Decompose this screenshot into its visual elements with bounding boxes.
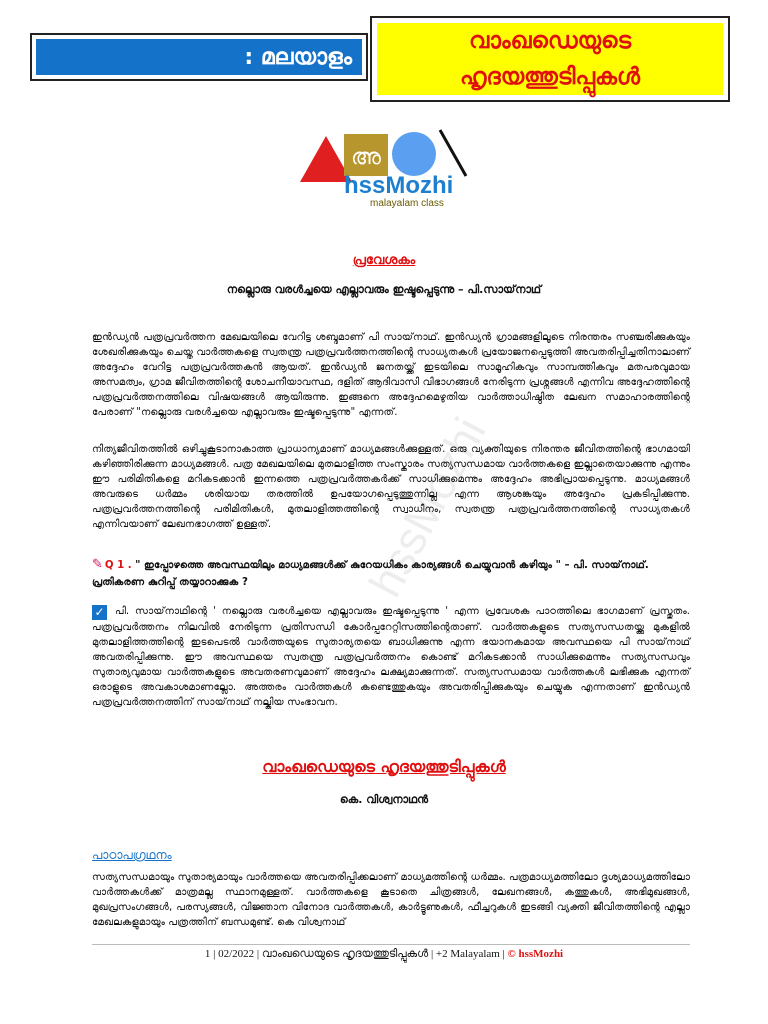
page-title — [377, 23, 723, 95]
footer-page: 1 | 02/2022 | — [204, 948, 260, 960]
footer-brand: © hssMozhi — [507, 948, 564, 960]
question-number: Q 1 . — [104, 560, 132, 571]
footer-divider — [92, 944, 690, 945]
lesson-paragraph: സത്യസന്ധമായും സുതാര്യമായും വാർത്തയെ അവതരിപ്പിക്കലാണ് മാധ്യമത്തിന്റെ ധർമ്മം. പത്രമാധ്യമത്തിലോ ദൃശ്യമാധ്യമത്തിലോ വാർത്തകൾക്ക് മാത്രമല്ല സ്ഥാനമുള്ളത്. വാർത്തകളെ കൂടാതെ ചിത്രങ്ങൾ, ലേഖനങ്ങൾ, കത്തുകൾ, അഭിമുഖങ്ങൾ, മുഖപ്രസംഗങ്ങൾ, പരസ്യങ്ങൾ, വിജ്ഞാന വിനോദ വാർത്തകൾ, കാർട്ടൂണുകൾ, ഫീച്ചറുകൾ ഇടങ്ങി വ്യക്തി ജീവിതത്തിന്റെ എല്ലാ മേഖലകളുമായും പത്രത്തിന് ബന്ധമുണ്ട്. കെ വിശ്വനാഥ് — [92, 872, 690, 928]
intro-heading: പ്രവേശകം — [352, 253, 416, 268]
question-block — [92, 556, 690, 591]
page-title-line2: ഹൃദയത്തുടിപ്പുകൾ — [459, 64, 641, 90]
title-box — [370, 16, 730, 102]
footer-title: വാംഖഡെയുടെ ഹൃദയത്തുടിപ്പുകൾ — [261, 948, 429, 960]
subject-box — [30, 33, 368, 81]
logo-glyph: അ — [351, 145, 381, 170]
page-title-line1: വാംഖഡെയുടെ — [469, 28, 631, 54]
footer — [0, 948, 768, 961]
watermark: hssMozhi — [358, 409, 496, 605]
intro-paragraph-1: ഇൻഡ്യൻ പത്രപ്രവർത്തന മേഖലയിലെ വേറിട്ട ശബ്ദമാണ് പി സായ്‌നാഥ്. ഇൻഡ്യൻ ഗ്രാമങ്ങളിലൂടെ നിരന്തരം സഞ്ചരിക്കുകയും ശേഖരിക്കുകയും ചെയ്ത വാർത്തകളെ സ്വതന്ത്ര പത്രപ്രവർത്തനത്തിന്റെ സാധ്യതകൾ പ്രയോജനപ്പെടുത്തി അവതരിപ്പിച്ചതിനാലാണ് അദ്ദേഹം വേറിട്ട പത്രപ്രവർത്തകൻ ആയത്. ഇൻഡ്യൻ ജനതയ്ക്ക് ഇടയിലെ സാമൂഹികവും സാമ്പത്തികവും മതപരവുമായ അസമത്വം, ഗ്രാമ ജീവിതത്തിന്റെ ശോചനീയാവസ്ഥ, ദളിത് ആദിവാസി വിഭാഗങ്ങൾ നേരിടുന്ന പ്രശ്നങ്ങൾ എന്നിവ അദ്ദേഹത്തിന്റെ പത്രപ്രവർത്തനത്തിലെ വിഷയങ്ങൾ ആയിരുന്നു. ഇങ്ങനെ അദ്ദേഹമെഴുതിയ വാർത്താധിഷ്ഠിത ലേഖന സമാഹാരത്തിന്റെ പേരാണ് "നല്ലൊരു വരൾച്ചയെ എല്ലാവരും ഇഷ്ടപ്പെടുന്നു" എന്നത്. — [92, 332, 690, 418]
section-heading-analysis: പാഠാപഗ്രഥനം — [92, 848, 172, 862]
question-icon: ✎ — [92, 557, 103, 572]
logo-name: hssMozhi — [344, 172, 454, 199]
logo-slash-icon — [440, 130, 466, 176]
question-text: " ഇപ്പോഴത്തെ അവസ്ഥയിലും മാധ്യമങ്ങൾക്ക് കുറേയധികം കാര്യങ്ങൾ ചെയ്യുവാൻ കഴിയും " – പി. സായ്‌നാഥ്. പ്രതികരണ കുറിപ്പ് തയ്യാറാക്കുക ? — [92, 560, 649, 588]
lesson-author: കെ. വിശ്വനാഥൻ — [339, 793, 429, 806]
intro-paragraph-2: നിത്യജീവിതത്തിൽ ഒഴിച്ചുകൂടാനാകാത്ത പ്രാധാന്യമാണ് മാധ്യമങ്ങൾക്കുള്ളത്. ഒരു വ്യക്തിയുടെ നിരന്തര ജീവിതത്തിന്റെ ഭാഗമായി കഴിഞ്ഞിരിക്കുന്ന മാധ്യമങ്ങൾ. പത്ര മേഖലയിലെ മുതലാളിത്ത സംസ്കാരം സത്യസന്ധമായ വാർത്തകളെ ഇല്ലാതെയാക്കുന്നു എന്നും ഈ പരിമിതികളെ മറികടക്കാൻ ഇന്നത്തെ പത്രപ്രവർത്തകർക്ക് സാധിക്കുമെന്നും അദ്ദേഹം അഭിപ്രായപ്പെടുന്നു. മാധ്യമങ്ങൾ അവരുടെ ധർമ്മം ശരിയായ തരത്തിൽ ഉപയോഗപ്പെടുത്തുന്നില്ല എന്ന ആശങ്കയും അദ്ദേഹം പ്രകടിപ്പിക്കുന്നു. പത്രപ്രവർത്തനത്തിന്റെ പരിമിതികൾ, മുതലാളിത്തത്തിന്റെ സ്വാധീനം, സ്വതന്ത്ര പത്രപ്രവർത്തനത്തിന്റെ സാധ്യതകൾ എന്നിവയാണ് ലേഖനഭാഗത്ത് ഉള്ളത്. — [92, 444, 690, 530]
subject-label: : മലയാളം — [36, 39, 362, 75]
logo-circle-icon — [392, 132, 436, 176]
logo-subtitle: malayalam class — [370, 198, 444, 209]
lesson-title: വാംഖഡെയുടെ ഹൃദയത്തുടിപ്പുകൾ — [262, 757, 506, 776]
answer-text: പി. സായ്‌നാഥിന്റെ ' നല്ലൊരു വരൾച്ചയെ എല്ലാവരും ഇഷ്ടപ്പെടുന്നു ' എന്ന പ്രവേശക പാഠത്തിലെ ഭാഗമാണ് പ്രസ്തുതം. പത്രപ്രവർത്തനം നിലവിൽ നേരിടുന്ന പ്രതിസന്ധി കോർപ്പറേറ്റിസത്തിന്റെതാണ്. വാർത്തകളുടെ സത്യസന്ധതയ്ക്കു മുകളിൽ മുതലാളിത്തത്തിന്റെ ഇടപെടൽ വാർത്തയുടെ സുതാര്യതയെ ബാധിക്കുന്നു എന്ന ഭയാനകമായ അവസ്ഥയെ പി സായ്‌നാഥ് അവതരിപ്പിക്കുന്നു. ഈ അവസ്ഥയെ സ്വതന്ത്ര പത്രപ്രവർത്തനം കൊണ്ട് മറികടക്കാൻ സാധിക്കുമെന്നും സത്യസന്ധവും സുതാര്യവുമായ വാർത്തകളുടെ അവതരണവുമാണ് അദ്ദേഹം ലക്ഷ്യമാക്കുന്നത്. സത്യസന്ധമായ വാർത്തകൾ ലഭിക്കുക എന്നത് ഒരാളുടെ അവകാശമാണല്ലോ. അത്തരം വാർത്തകൾ കണ്ടെത്തുകയും അവതരിപ്പിക്കുകയും ചെയ്യുക എന്നതാണ് ഇൻഡ്യൻ പത്രപ്രവർത്തനത്തിന് സായ്‌നാഥ് നല്കിയ സംഭാവന. — [92, 606, 690, 708]
footer-course: | +2 Malayalam | — [430, 948, 505, 960]
check-icon: ✓ — [92, 605, 107, 620]
answer-block — [92, 604, 690, 710]
intro-subheading: നല്ലൊരു വരൾച്ചയെ എല്ലാവരും ഇഷ്ടപ്പെടുന്നു – പി.സായ്‌നാഥ് — [226, 283, 542, 296]
